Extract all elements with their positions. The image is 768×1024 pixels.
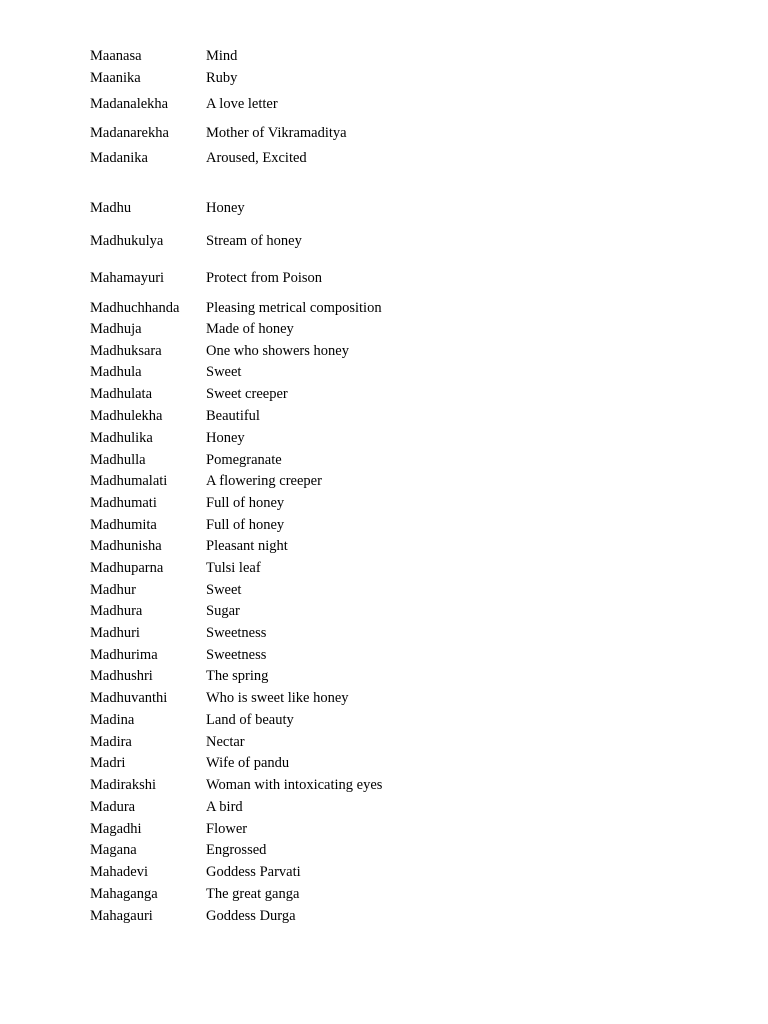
entry-name: Madhuri [90,625,140,641]
list-item [90,666,690,686]
entry-name: Magana [90,842,137,858]
entry-name: Madhumita [90,517,157,533]
entry-name: Maanasa [90,48,142,64]
entry-meaning: Pleasant night [206,538,288,554]
entry-meaning: Honey [206,200,245,216]
entry-name: Madhula [90,364,142,380]
entry-name: Madura [90,799,136,815]
entry-meaning: Engrossed [206,842,267,858]
list-item [90,580,690,600]
entry-meaning: Stream of honey [206,233,302,249]
entry-name: Madira [90,734,132,750]
entry-name: Mahagauri [90,908,153,924]
entry-meaning: Ruby [206,70,238,86]
list-item [90,231,690,251]
entry-name: Madhulika [90,430,153,446]
list-item [90,148,690,168]
entry-name: Madhuvanthi [90,690,168,706]
entry-name: Madanalekha [90,96,169,112]
entry-name: Madhumati [90,495,157,511]
entry-meaning: Sweet creeper [206,386,288,402]
entry-meaning: The spring [206,668,269,684]
list-item [90,268,690,288]
entry-meaning: Flower [206,821,248,837]
entry-meaning: Protect from Poison [206,270,322,286]
entry-name: Magadhi [90,821,142,837]
entry-name: Madhumalati [90,473,168,489]
list-item [90,94,690,114]
entry-meaning: Pomegranate [206,452,282,468]
list-item [90,862,690,882]
list-item [90,450,690,470]
entry-name: Madhur [90,582,136,598]
entry-name: Madhukulya [90,233,164,249]
list-item [90,819,690,839]
entry-meaning: Wife of pandu [206,755,290,771]
entry-meaning: Sweetness [206,625,267,641]
entry-name: Madri [90,755,126,771]
list-item [90,558,690,578]
list-item [90,362,690,382]
entry-name: Maanika [90,70,141,86]
list-item [90,341,690,361]
entry-meaning: Who is sweet like honey [206,690,349,706]
list-item [90,623,690,643]
entry-name: Madhulla [90,452,146,468]
entry-name: Madhushri [90,668,153,684]
entry-name: Madhura [90,603,143,619]
list-item [90,493,690,513]
entry-meaning: Mind [206,48,238,64]
list-item [90,601,690,621]
entry-meaning: Sweet [206,582,242,598]
entry-meaning: Mother of Vikramaditya [206,125,347,141]
entry-name: Mahaganga [90,886,158,902]
list-item [90,797,690,817]
entry-name: Madirakshi [90,777,157,793]
entry-meaning: Full of honey [206,517,285,533]
entry-meaning: Pleasing metrical composition [206,300,382,316]
list-item [90,46,690,66]
list-item [90,688,690,708]
entry-meaning: Sweetness [206,647,267,663]
entry-name: Madhulekha [90,408,163,424]
entry-meaning: Woman with intoxicating eyes [206,777,383,793]
entry-name: Madhulata [90,386,153,402]
entry-name: Madhunisha [90,538,162,554]
list-item [90,384,690,404]
list-item [90,123,690,143]
entry-name: Mahamayuri [90,270,165,286]
list-item [90,319,690,339]
entry-meaning: Goddess Durga [206,908,296,924]
entry-meaning: Full of honey [206,495,285,511]
entry-name: Madhuksara [90,343,162,359]
entry-meaning: A flowering creeper [206,473,322,489]
entry-meaning: A love letter [206,96,278,112]
list-item [90,753,690,773]
list-item [90,884,690,904]
entry-name: Mahadevi [90,864,148,880]
list-item [90,471,690,491]
list-item [90,775,690,795]
entry-meaning: Nectar [206,734,245,750]
entry-meaning: One who showers honey [206,343,349,359]
entry-meaning: Land of beauty [206,712,294,728]
entry-meaning: Sugar [206,603,240,619]
entry-meaning: Sweet [206,364,242,380]
entry-name: Madhuja [90,321,142,337]
entry-meaning: Made of honey [206,321,294,337]
entry-name: Madina [90,712,135,728]
list-item [90,198,690,218]
entry-name: Madhuparna [90,560,164,576]
entry-name: Madanarekha [90,125,169,141]
list-item [90,645,690,665]
entry-meaning: Goddess Parvati [206,864,301,880]
entry-meaning: Beautiful [206,408,260,424]
list-item [90,536,690,556]
entry-name: Madhu [90,200,132,216]
entry-name: Madhurima [90,647,158,663]
list-item [90,515,690,535]
list-item [90,406,690,426]
list-item [90,732,690,752]
entry-name: Madhuchhanda [90,300,180,316]
list-item [90,68,690,88]
entry-meaning: Tulsi leaf [206,560,261,576]
list-item [90,710,690,730]
entry-name: Madanika [90,150,148,166]
list-item [90,428,690,448]
entry-meaning: The great ganga [206,886,300,902]
entry-meaning: Aroused, Excited [206,150,307,166]
list-item [90,840,690,860]
entry-meaning: A bird [206,799,243,815]
list-item [90,298,690,318]
list-item [90,906,690,926]
entry-meaning: Honey [206,430,245,446]
